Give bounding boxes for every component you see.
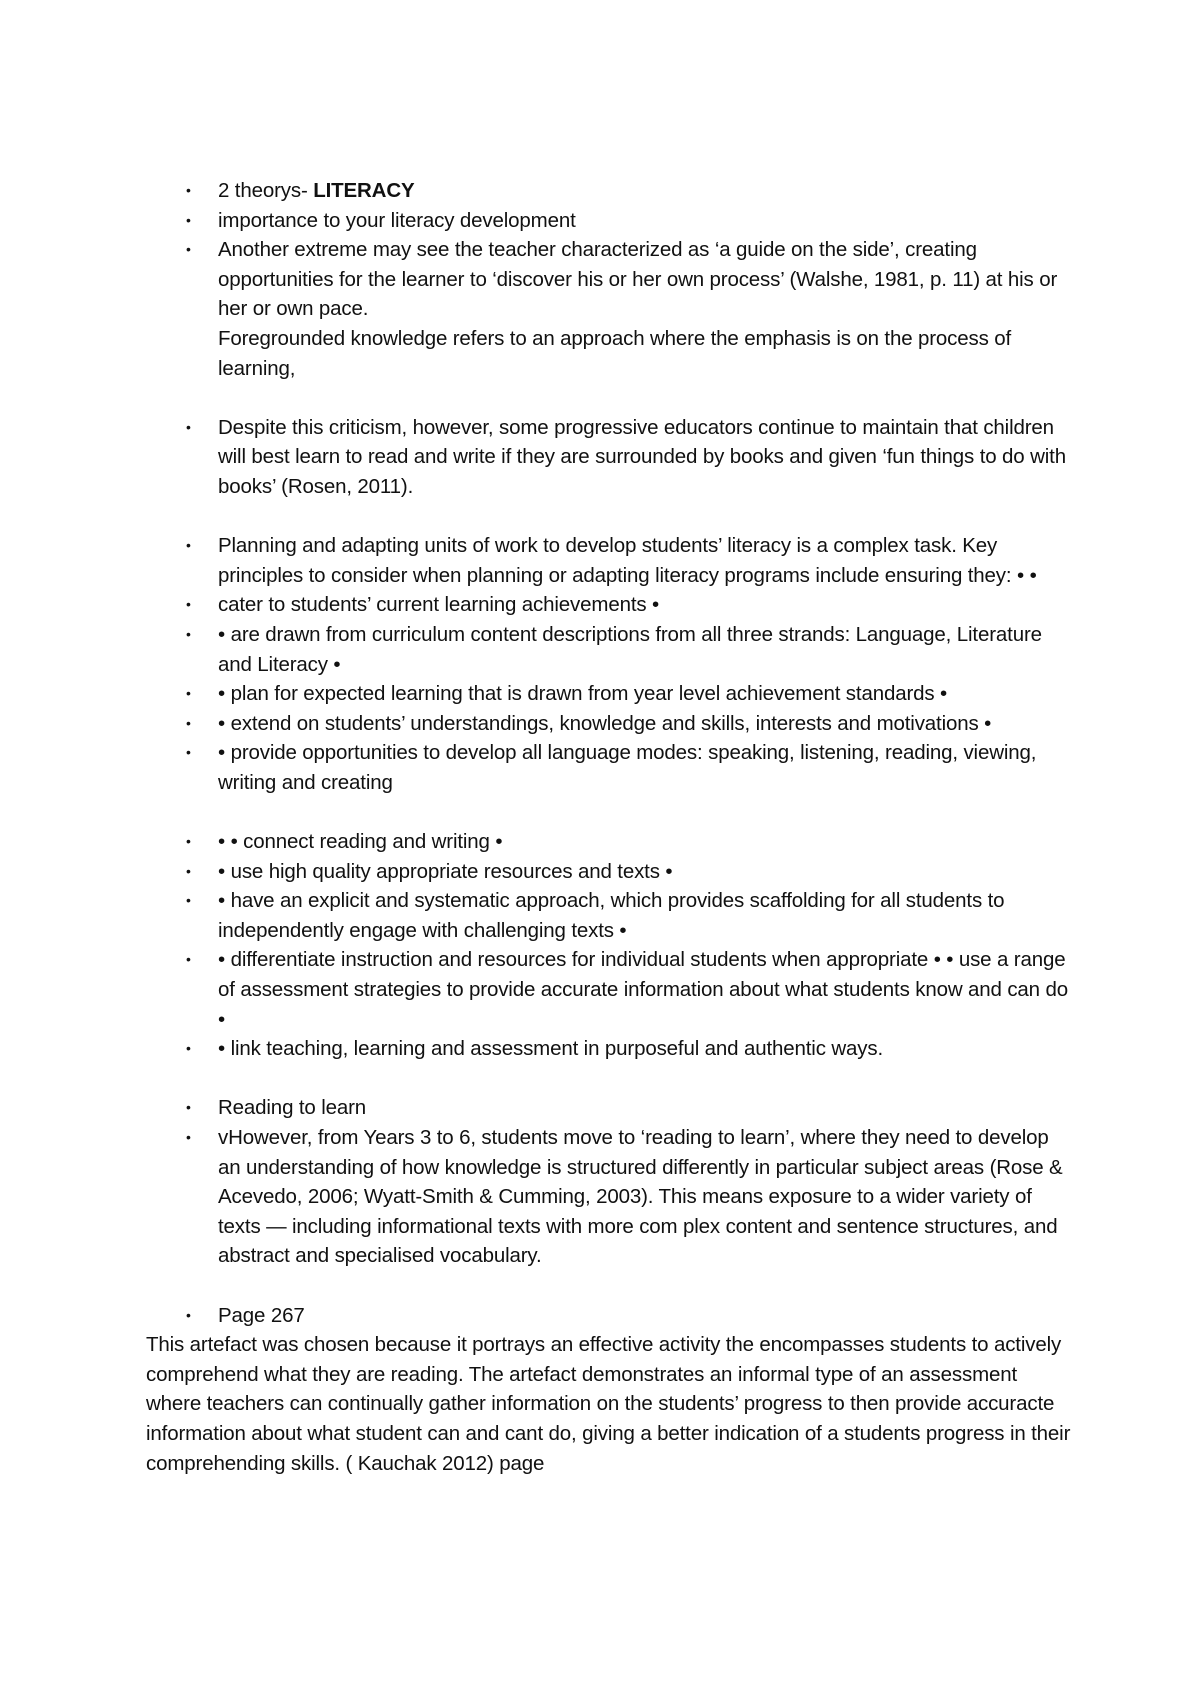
list-item: [146, 531, 1076, 590]
list-item: [146, 590, 1076, 620]
bullet-icon: •: [186, 833, 191, 850]
bullet-icon: •: [186, 892, 191, 909]
bullet-icon: •: [186, 1099, 191, 1116]
list-item: [146, 620, 1076, 679]
bullet-icon: •: [186, 714, 191, 731]
list-item-text: • provide opportunities to develop all language modes: speaking, listening, reading, viewing, writing and creating: [218, 741, 1037, 794]
list-item-text: 2 theorys-: [218, 179, 314, 202]
list-item-text: • extend on students’ understandings, knowledge and skills, interests and motivations •: [218, 711, 992, 735]
spacer: [146, 1271, 1076, 1301]
list-item-text: vHowever, from Years 3 to 6, students move to ‘reading to learn’, where they need to develop an understanding of how knowledge is structured differently in particular subject areas (Rose & Acevedo, 2006; Wyatt-Smith & Cumming, 2003). This means exposure to a wider variety of texts — including informational texts with more com plex content and sentence structures, and abstract and specialised vocabulary.: [218, 1126, 1063, 1268]
bullet-icon: •: [186, 1040, 191, 1057]
list-item-text: Despite this criticism, however, some progressive educators continue to maintain that children will best learn to read and write if they are surrounded by books and given ‘fun things to do with books’ (Rosen, 2011).: [218, 415, 1066, 498]
spacer: [146, 502, 1076, 532]
list-item: [146, 1034, 1076, 1064]
list-item: [146, 945, 1076, 1034]
list-item-text: Planning and adapting units of work to develop students’ literacy is a complex task. Key principles to consider when planning or adapting literacy programs include ensuring they: • •: [218, 534, 1037, 587]
bullet-icon: •: [186, 1129, 191, 1145]
list-item: [146, 857, 1076, 887]
list-item-text: • have an explicit and systematic approach, which provides scaffolding for all students to independently engage with challenging texts •: [218, 889, 1005, 942]
bullet-icon: •: [186, 537, 191, 554]
list-item-text: • plan for expected learning that is drawn from year level achievement standards •: [218, 682, 948, 706]
list-item-bold-text: LITERACY: [313, 179, 415, 202]
bullet-icon: •: [186, 418, 191, 435]
list-item: [146, 1301, 1076, 1331]
bullet-icon: •: [186, 685, 191, 702]
list-item-text: Page 267: [218, 1303, 305, 1327]
list-item: [146, 1123, 1076, 1271]
bullet-icon: •: [186, 951, 191, 968]
list-item: [146, 827, 1076, 857]
list-item: [146, 709, 1076, 739]
list-item-text: • are drawn from curriculum content descriptions from all three strands: Language, Literature and Literacy •: [218, 622, 1042, 676]
notes-bullet-list: [146, 176, 1076, 1330]
list-item-text: • differentiate instruction and resources for individual students when appropriate • • use a range of assessment strategies to provide accurate information about what students know and can do •: [218, 948, 1068, 1031]
list-item-text: • link teaching, learning and assessment in purposeful and authentic ways.: [218, 1037, 884, 1061]
list-item-text: • use high quality appropriate resources and texts •: [218, 859, 673, 883]
list-item: [146, 176, 1076, 206]
list-item: [146, 1093, 1076, 1123]
bullet-icon: •: [186, 862, 191, 879]
list-item-text: • • connect reading and writing •: [218, 830, 503, 854]
bullet-icon: •: [186, 1306, 191, 1323]
bullet-icon: •: [186, 744, 191, 761]
spacer: [146, 1064, 1076, 1094]
bullet-icon: •: [186, 625, 191, 642]
spacer: [146, 383, 1076, 413]
list-item-continuation: Foregrounded knowledge refers to an approach where the emphasis is on the process of learning,: [218, 326, 1012, 380]
bullet-icon: •: [186, 241, 191, 258]
list-item: [146, 235, 1076, 383]
closing-paragraph: This artefact was chosen because it portrays an effective activity the encompasses students to actively comprehend what they are reading. The artefact demonstrates an informal type of an assessment where teachers can continually gather information on the students’ progress to then provide accuracte information about what student can and cant do, giving a better indication of a students progress in their comprehending skills. ( Kauchak 2012) page: [146, 1333, 1071, 1475]
list-item: [146, 886, 1076, 945]
bullet-icon: •: [186, 211, 191, 228]
spacer: [146, 797, 1076, 827]
list-item: [146, 738, 1076, 797]
list-item-text: Reading to learn: [218, 1096, 367, 1120]
list-item-text: importance to your literacy development: [218, 208, 576, 232]
list-item: [146, 206, 1076, 236]
document-body: [146, 176, 1076, 1478]
list-item-text: Another extreme may see the teacher characterized as ‘a guide on the side’, creating opportunities for the learner to ‘discover his or her own process’ (Walshe, 1981, p. 11) at his or her or own pace.: [218, 238, 1058, 321]
bullet-icon: •: [186, 596, 191, 613]
list-item-text: cater to students’ current learning achievements •: [218, 593, 660, 617]
list-item: [146, 413, 1076, 502]
list-item: [146, 679, 1076, 709]
bullet-icon: •: [186, 182, 191, 198]
